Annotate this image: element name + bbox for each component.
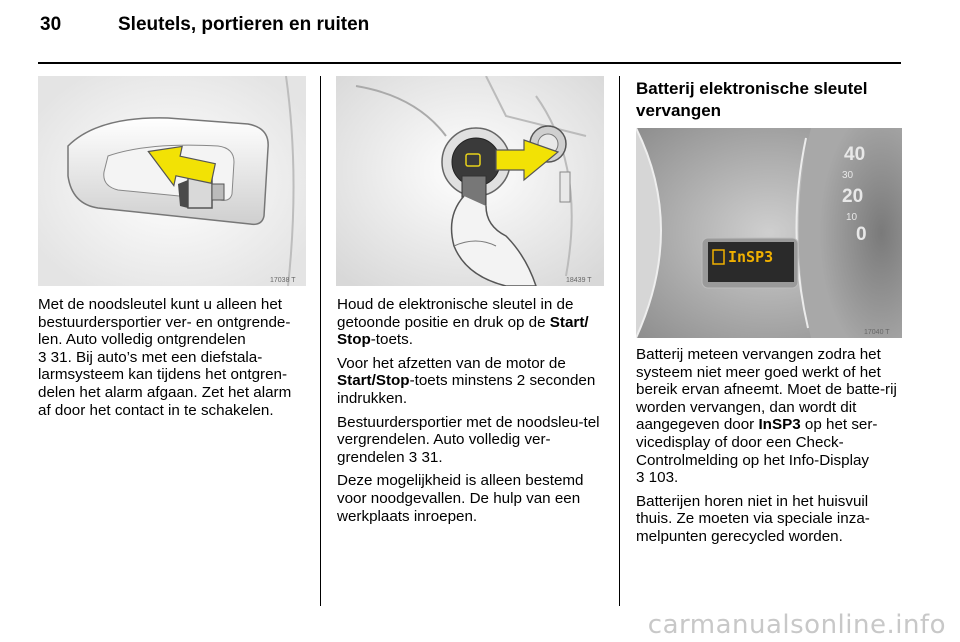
figure-code: 18439 T <box>566 277 592 284</box>
watermark: carmanualsonline.info <box>647 610 946 640</box>
figure-code: 17040 T <box>864 329 890 336</box>
page-number: 30 <box>40 14 62 35</box>
reference-icon: 3 <box>38 348 47 366</box>
column-divider <box>619 76 620 606</box>
paragraph: Houd de elektronische sleutel in de getoonde positie en druk op de Start/ Stop-toets. <box>337 296 589 349</box>
reference-icon: 3 <box>408 448 418 466</box>
figure-code: 17038 T <box>270 277 296 284</box>
page-title: Sleutels, portieren en ruiten <box>118 14 370 35</box>
reference-icon: 3 <box>636 469 645 487</box>
paragraph: Voor het afzetten van de motor de Start/Stop-toets minstens 2 seconden indrukken. <box>337 354 596 407</box>
service-display-text: InSP3 <box>728 248 774 266</box>
column-divider <box>320 76 321 606</box>
paragraph: Batterij meteen vervangen zodra het systeem niet meer goed werkt of het bereik ervan afneemt. Moet de batte-rij worden vervangen, dan wordt dit aangegeven door InSP3 op het ser-vicedisplay of door een Check-Controlmelding op het Info-Display 3 103. <box>636 346 897 487</box>
instrument-display-illustration <box>636 128 902 338</box>
speedo-tick: 0 <box>856 224 867 245</box>
column-1-text <box>38 296 308 425</box>
section-title: Batterij elektronische sleutel vervangen <box>636 79 868 120</box>
column-2-text <box>337 296 607 531</box>
display-figure <box>636 128 902 338</box>
start-stop-figure <box>336 76 604 286</box>
speedo-tick: 30 <box>842 170 854 181</box>
speedo-tick: 20 <box>842 186 864 207</box>
paragraph: Deze mogelijkheid is alleen bestemd voor noodgevallen. De hulp van een werkplaats inroepen. <box>337 472 584 525</box>
door-handle-key-illustration <box>38 76 306 286</box>
speedo-tick: 40 <box>844 144 866 165</box>
header-rule <box>38 62 901 64</box>
start-stop-key-illustration <box>336 76 604 286</box>
speedo-tick: 10 <box>846 212 858 223</box>
paragraph: Met de noodsleutel kunt u alleen het bestuurdersportier ver- en ontgrende-len. Auto volledig ontgrendelen 3 31. Bij auto’s met een diefstala-larmsysteem kan tijdens het ontgren-delen het alarm afgaan. Zet het alarm af door het contact in te schakelen. <box>38 296 292 419</box>
paragraph: Batterijen horen niet in het huisvuil thuis. Ze moeten via speciale inza-melpunten gerecycled worden. <box>636 492 870 545</box>
column-3-text <box>636 346 904 552</box>
door-handle-figure <box>38 76 306 286</box>
paragraph: Bestuurdersportier met de noodsleu-tel vergrendelen. Auto volledig ver-grendelen 3 31. <box>337 413 600 466</box>
